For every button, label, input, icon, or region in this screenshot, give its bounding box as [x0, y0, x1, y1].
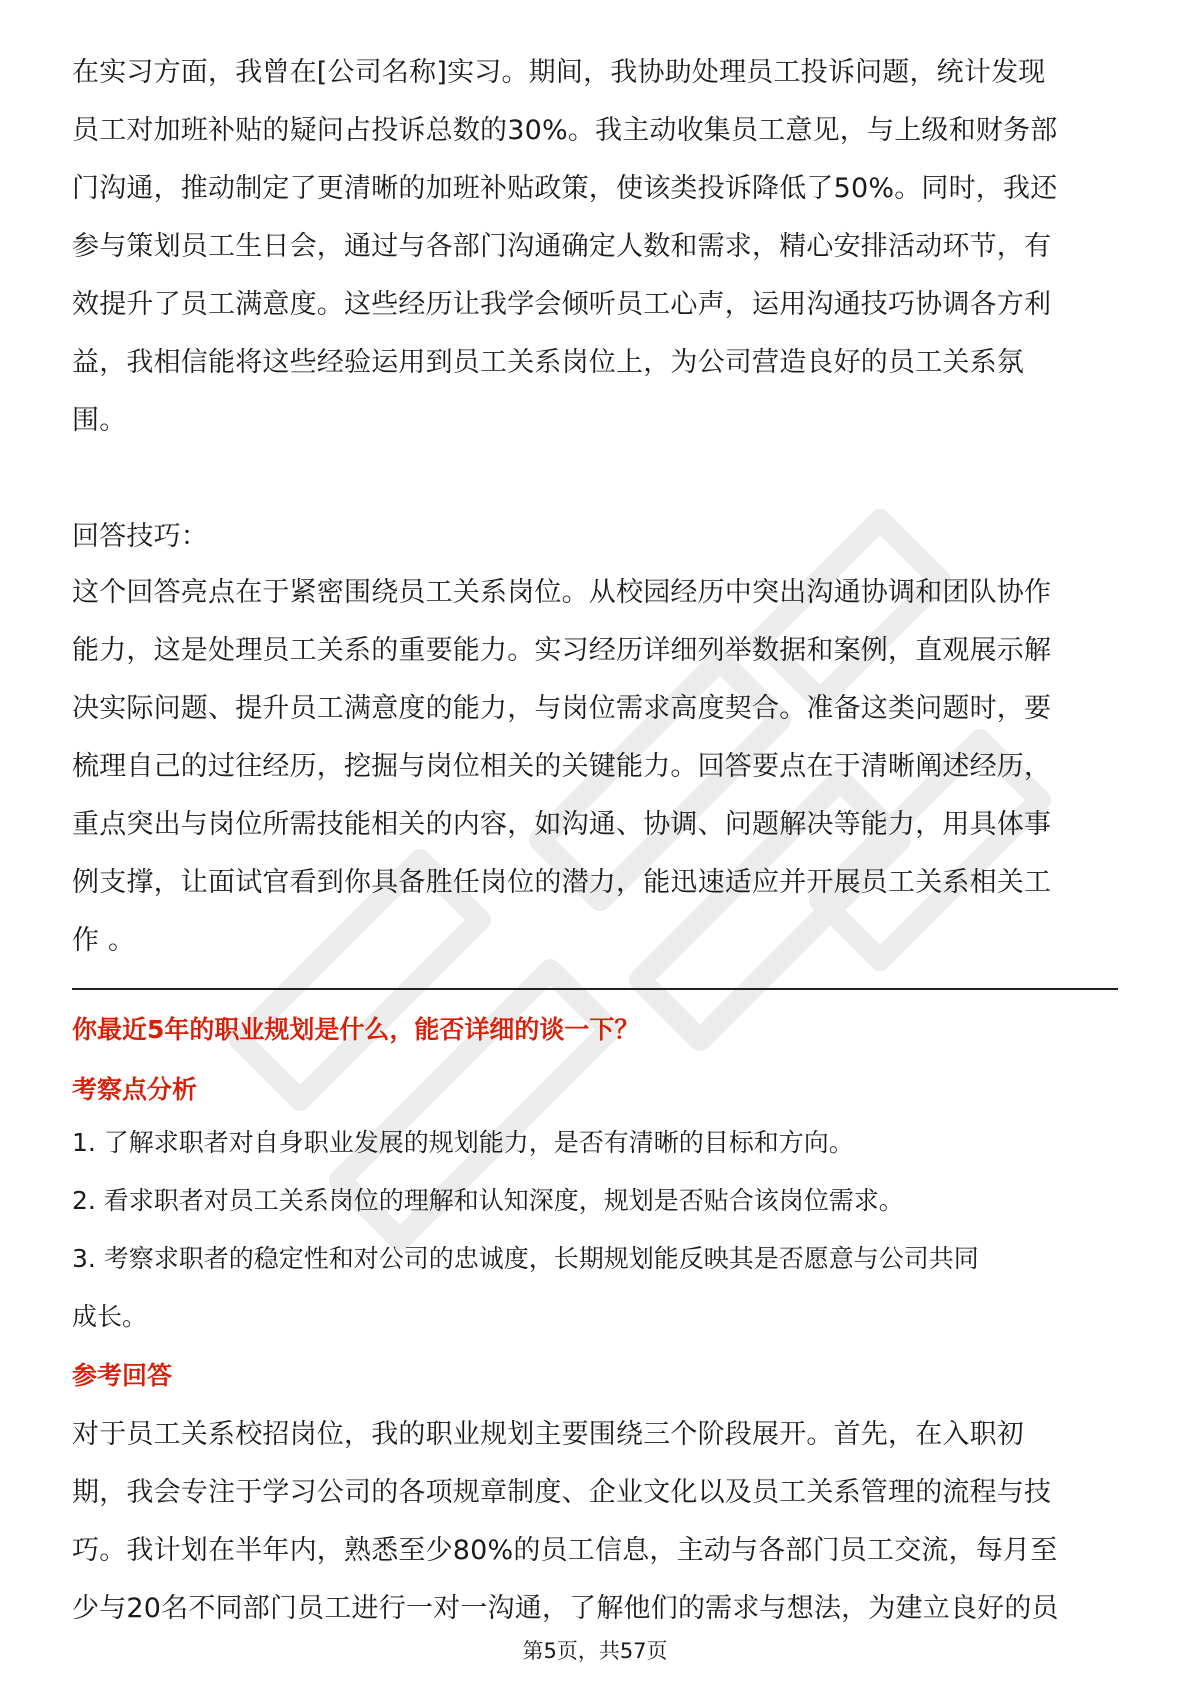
- analysis-list: [72, 1114, 1118, 1346]
- text-line: 参与策划员工生日会，通过与各部门沟通确定人数和需求，精心安排活动环节，有: [72, 231, 1052, 262]
- text-line: 期，我会专注于学习公司的各项规章制度、企业文化以及员工关系管理的流程与技: [72, 1477, 1052, 1508]
- text-line: 作 。: [72, 925, 136, 956]
- text-line: 围。: [72, 405, 127, 436]
- page-number: 第5页，共57页: [522, 1639, 668, 1663]
- list-item: 3. 考察求职者的稳定性和对公司的忠诚度，长期规划能反映其是否愿意与公司共同: [72, 1244, 979, 1273]
- list-item: 1. 了解求职者对自身职业发展的规划能力，是否有清晰的目标和方向。: [72, 1128, 854, 1157]
- text-line: 巧。我计划在半年内，熟悉至少80%的员工信息，主动与各部门员工交流，每月至: [72, 1535, 1058, 1566]
- text-line: 这个回答亮点在于紧密围绕员工关系岗位。从校园经历中突出沟通协调和团队协作: [72, 577, 1052, 608]
- answer-heading: 参考回答: [72, 1361, 173, 1390]
- text-line: 决实际问题、提升员工满意度的能力，与岗位需求高度契合。准备这类问题时，要: [72, 693, 1052, 724]
- text-line: 效提升了员工满意度。这些经历让我学会倾听员工心声，运用沟通技巧协调各方利: [72, 289, 1052, 320]
- tips-paragraph: [72, 564, 1118, 970]
- section-divider: [72, 988, 1118, 990]
- tips-label: 回答技巧：: [72, 521, 208, 552]
- text-line: 员工对加班补贴的疑问占投诉总数的30%。我主动收集员工意见，与上级和财务部: [72, 115, 1058, 146]
- text-line: 例支撑，让面试官看到你具备胜任岗位的潜力，能迅速适应并开展员工关系相关工: [72, 867, 1052, 898]
- text-line: 能力，这是处理员工关系的重要能力。实习经历详细列举数据和案例，直观展示解: [72, 635, 1052, 666]
- text-line: 重点突出与岗位所需技能相关的内容，如沟通、协调、问题解决等能力，用具体事: [72, 809, 1052, 840]
- internship-paragraph: [72, 44, 1118, 450]
- list-item: 2. 看求职者对员工关系岗位的理解和认知深度，规划是否贴合该岗位需求。: [72, 1186, 904, 1215]
- answer-paragraph: [72, 1406, 1118, 1638]
- text-line: 梳理自己的过往经历，挖掘与岗位相关的关键能力。回答要点在于清晰阐述经历，: [72, 751, 1052, 782]
- document-page: [72, 0, 1118, 1684]
- analysis-heading: 考察点分析: [72, 1075, 198, 1104]
- text-line: 少与20名不同部门员工进行一对一沟通，了解他们的需求与想法，为建立良好的员: [72, 1593, 1059, 1624]
- text-line: 在实习方面，我曾在[公司名称]实习。期间，我协助处理员工投诉问题，统计发现: [72, 57, 1046, 88]
- text-line: 益，我相信能将这些经验运用到员工关系岗位上，为公司营造良好的员工关系氛: [72, 347, 1024, 378]
- list-item: 成长。: [72, 1302, 148, 1331]
- text-line: 对于员工关系校招岗位，我的职业规划主要围绕三个阶段展开。首先，在入职初: [72, 1419, 1024, 1450]
- question-heading: 你最近5年的职业规划是什么，能否详细的谈一下？: [72, 1015, 640, 1044]
- text-line: 门沟通，推动制定了更清晰的加班补贴政策，使该类投诉降低了50%。同时，我还: [72, 173, 1058, 204]
